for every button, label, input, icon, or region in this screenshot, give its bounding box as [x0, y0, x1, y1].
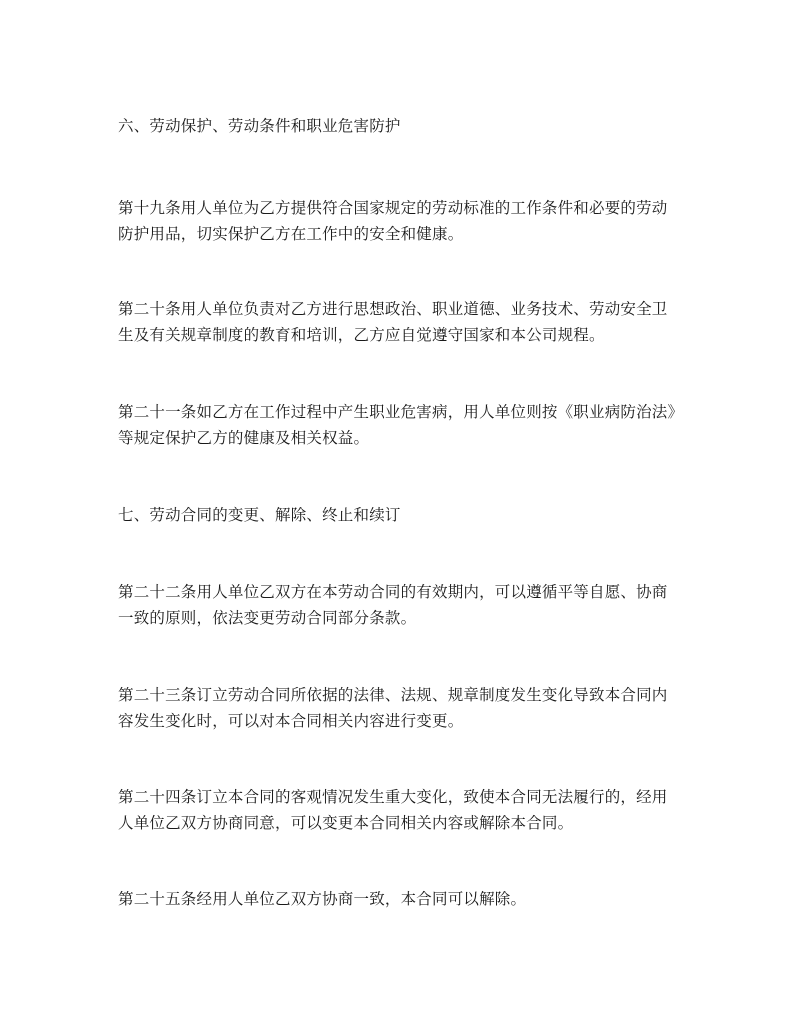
article-21: 第二十一条如乙方在工作过程中产生职业危害病，用人单位则按《职业病防治法》等规定保护乙方的健康及相关权益。 [118, 403, 676, 447]
article-24: 第二十四条订立本合同的客观情况发生重大变化，致使本合同无法履行的，经用人单位乙双方协商同意，可以变更本合同相关内容或解除本合同。 [118, 788, 668, 832]
article-22: 第二十二条用人单位乙双方在本劳动合同的有效期内，可以遵循平等自愿、协商一致的原则，依法变更劳动合同部分条款。 [118, 583, 668, 627]
section-heading-7: 七、劳动合同的变更、解除、终止和续订 [118, 506, 401, 524]
article-23: 第二十三条订立劳动合同所依据的法律、法规、规章制度发生变化导致本合同内容发生变化时，可以对本合同相关内容进行变更。 [118, 686, 668, 730]
article-20: 第二十条用人单位负责对乙方进行思想政治、职业道德、业务技术、劳动安全卫生及有关规章制度的教育和培训，乙方应自觉遵守国家和本公司规程。 [118, 300, 668, 344]
article-19: 第十九条用人单位为乙方提供符合国家规定的劳动标准的工作条件和必要的劳动防护用品，切实保护乙方在工作中的安全和健康。 [118, 199, 668, 243]
section-heading-6: 六、劳动保护、劳动条件和职业危害防护 [118, 117, 401, 135]
article-25: 第二十五条经用人单位乙双方协商一致，本合同可以解除。 [118, 890, 527, 908]
